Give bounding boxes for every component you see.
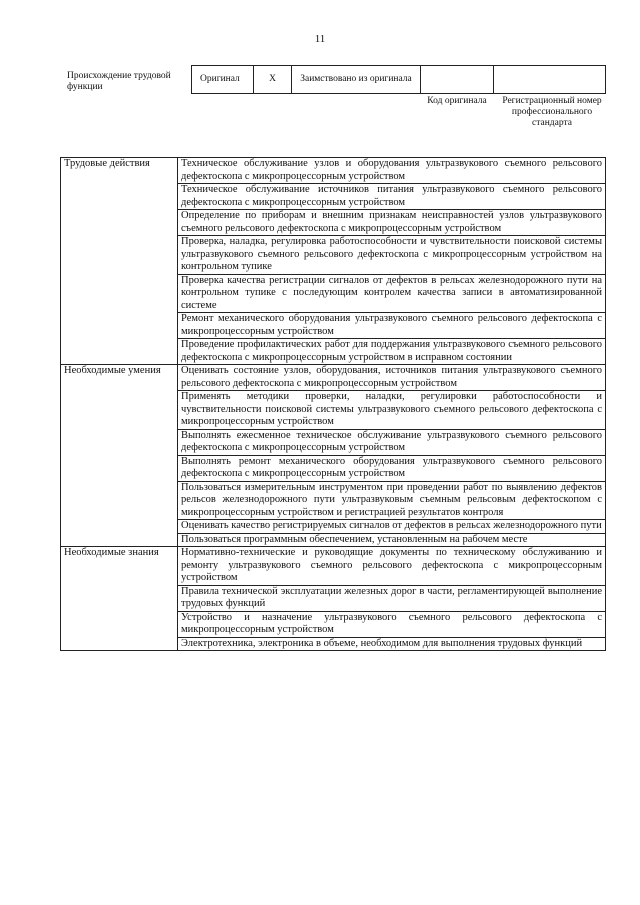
code-cell <box>421 66 494 93</box>
section-title: Трудовые действия <box>61 158 178 365</box>
section-item: Пользоваться программным обеспечением, установленным на рабочем месте <box>178 533 606 547</box>
section-item: Пользоваться измерительным инструментом при проведении работ по выявлению дефектов рельсов железнодорожного пути ультразвуковым съемным рельсовым дефектоскопом с микропроцессорным устройством и регистрацией результатов контроля <box>178 481 606 520</box>
section-item: Оценивать состояние узлов, оборудования, источников питания ультразвукового съемного рельсового дефектоскопа с микропроцессорным устройством <box>178 365 606 391</box>
section-item: Оценивать качество регистрируемых сигналов от дефектов в рельсах железнодорожного пути <box>178 520 606 534</box>
section-title: Необходимые знания <box>61 547 178 651</box>
section-item: Правила технической эксплуатации железных дорог в части, регламентирующей выполнение трудовых функций <box>178 585 606 611</box>
function-table <box>60 157 606 651</box>
reg-number-label: Регистрационный номер профессионального стандарта <box>502 96 602 128</box>
origin-label: Происхождение трудовой функции <box>67 71 171 92</box>
original-mark: X <box>254 66 292 93</box>
section-title: Необходимые умения <box>61 365 178 547</box>
section-item: Нормативно-технические и руководящие документы по техническому обслуживанию и ремонту ультразвукового съемного рельсового дефектоскопа с микропроцессорным устройством <box>178 547 606 586</box>
section-item: Устройство и назначение ультразвукового съемного рельсового дефектоскопа с микропроцессорным устройством <box>178 611 606 637</box>
section-item: Ремонт механического оборудования ультразвукового съемного рельсового дефектоскопа с микропроцессорным устройством <box>178 313 606 339</box>
origin-table <box>191 65 606 94</box>
reg-number-cell <box>494 66 605 93</box>
section-item: Проверка качества регистрации сигналов от дефектов в рельсах железнодорожного пути на контрольном тупике с последующим контролем качества записи в автоматизированной системе <box>178 274 606 313</box>
section-item: Проведение профилактических работ для поддержания ультразвукового съемного рельсового дефектоскопа с микропроцессорным устройством в исправном состоянии <box>178 339 606 365</box>
section-item: Техническое обслуживание узлов и оборудования ультразвукового съемного рельсового дефектоскопа с микропроцессорным устройством <box>178 158 606 184</box>
borrowed-label: Заимствовано из оригинала <box>292 66 421 93</box>
table-row <box>61 365 606 391</box>
section-item: Выполнять ежесменное техническое обслуживание ультразвукового съемного рельсового дефектоскопа с микропроцессорным устройством <box>178 429 606 455</box>
section-item: Проверка, наладка, регулировка работоспособности и чувствительности поисковой системы ультразвукового съемного рельсового дефектоскопа с микропроцессорным устройством на контрольном тупике <box>178 236 606 275</box>
section-item: Определение по приборам и внешним признакам неисправностей узлов ультразвукового съемного рельсового дефектоскопа с микропроцессорным устройством <box>178 210 606 236</box>
table-row <box>61 158 606 184</box>
section-item: Техническое обслуживание источников питания ультразвукового съемного рельсового дефектоскопа с микропроцессорным устройством <box>178 184 606 210</box>
page-number: 11 <box>314 33 326 45</box>
code-label: Код оригинала <box>427 96 487 106</box>
section-item: Применять методики проверки, наладки, регулировки работоспособности и чувствительности поисковой системы ультразвукового съемного рельсового дефектоскопа с микропроцессорным устройством <box>178 391 606 430</box>
section-item: Электротехника, электроника в объеме, необходимом для выполнения трудовых функций <box>178 637 606 651</box>
original-label: Оригинал <box>192 66 254 93</box>
table-row <box>61 547 606 586</box>
section-item: Выполнять ремонт механического оборудования ультразвукового съемного рельсового дефектоскопа с микропроцессорным устройством <box>178 455 606 481</box>
